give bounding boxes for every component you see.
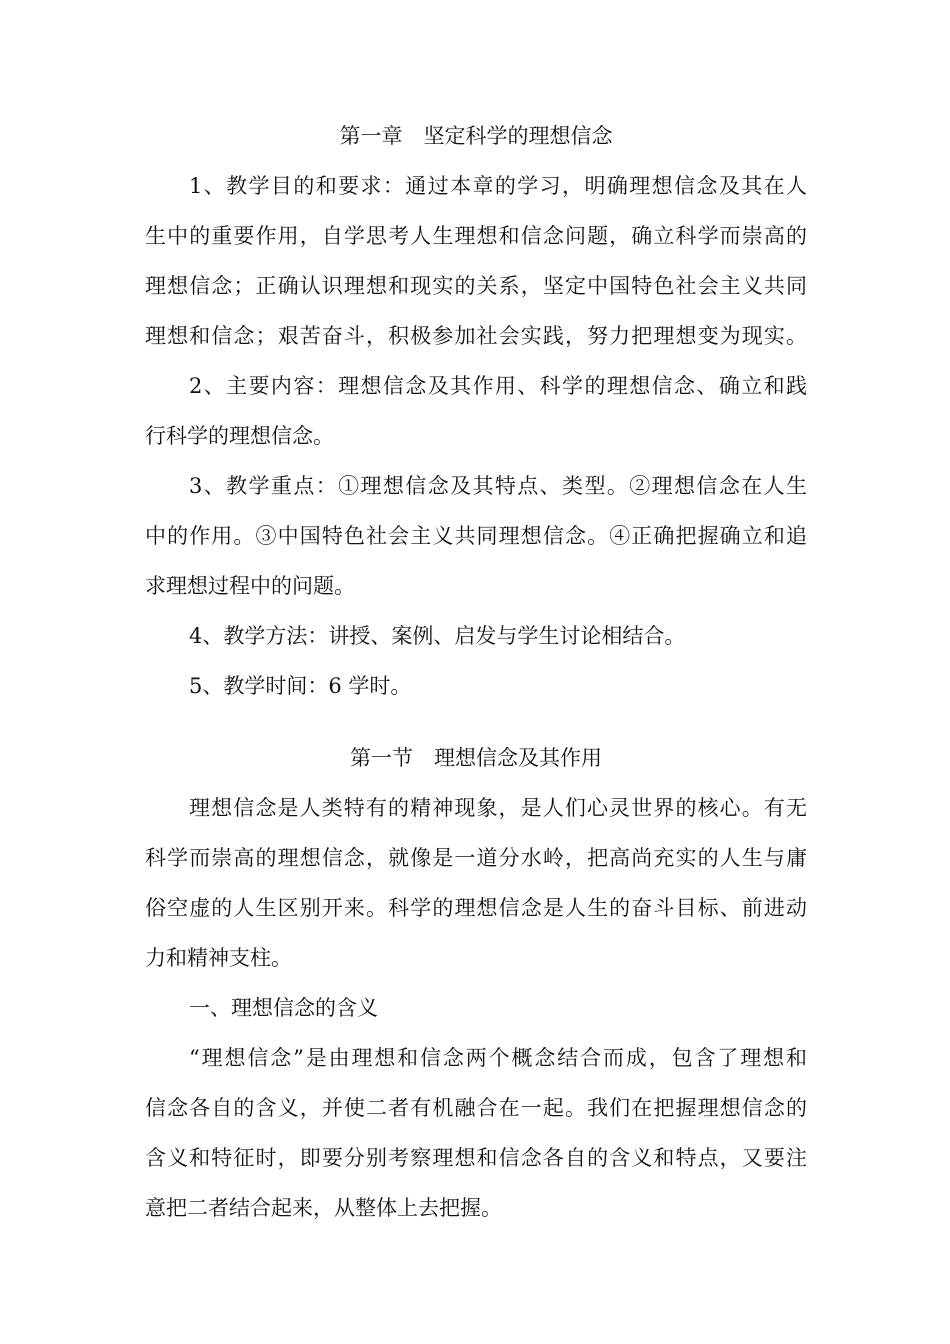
text-line: 2、主要内容：理想信念及其作用、科学的理想信念、确立和践 [189,374,807,398]
section-title: 第一节 理想信念及其作用 [350,746,602,770]
text-line: 含义和特征时，即要分别考察理想和信念各自的含义和特点，又要注 [145,1146,807,1170]
text-line: 5、教学时间：6 学时。 [189,674,412,698]
text-line: 3、教学重点：①理想信念及其特点、类型。②理想信念在人生 [189,474,807,498]
chapter-title: 第一章 坚定科学的理想信念 [339,124,613,148]
text-line: 科学而崇高的理想信念，就像是一道分水岭，把高尚充实的人生与庸 [145,846,807,870]
text-line: 生中的重要作用，自学思考人生理想和信念问题，确立科学而崇高的 [145,224,807,248]
text-line: 力和精神支柱。 [145,946,292,970]
text-line: 理想信念是人类特有的精神现象，是人们心灵世界的核心。有无 [189,796,807,820]
text-line: 行科学的理想信念。 [145,424,334,448]
text-line: 求理想过程中的问题。 [145,574,355,598]
text-line: 1、教学目的和要求：通过本章的学习，明确理想信念及其在人 [189,174,807,198]
text-line: 理想信念；正确认识理想和现实的关系，坚定中国特色社会主义共同 [145,274,807,298]
subheading: 一、理想信念的含义 [189,996,378,1020]
text-line: 意把二者结合起来，从整体上去把握。 [145,1196,502,1220]
text-line: 理想和信念；艰苦奋斗，积极参加社会实践，努力把理想变为现实。 [145,324,807,348]
text-line: 4、教学方法：讲授、案例、启发与学生讨论相结合。 [189,624,686,648]
text-line: “理想信念”是由理想和信念两个概念结合而成，包含了理想和 [189,1046,807,1070]
document-page [145,0,807,1344]
text-line: 俗空虚的人生区别开来。科学的理想信念是人生的奋斗目标、前进动 [145,896,807,920]
text-line: 中的作用。③中国特色社会主义共同理想信念。④正确把握确立和追 [145,524,807,548]
text-line: 信念各自的含义，并使二者有机融合在一起。我们在把握理想信念的 [145,1096,807,1120]
